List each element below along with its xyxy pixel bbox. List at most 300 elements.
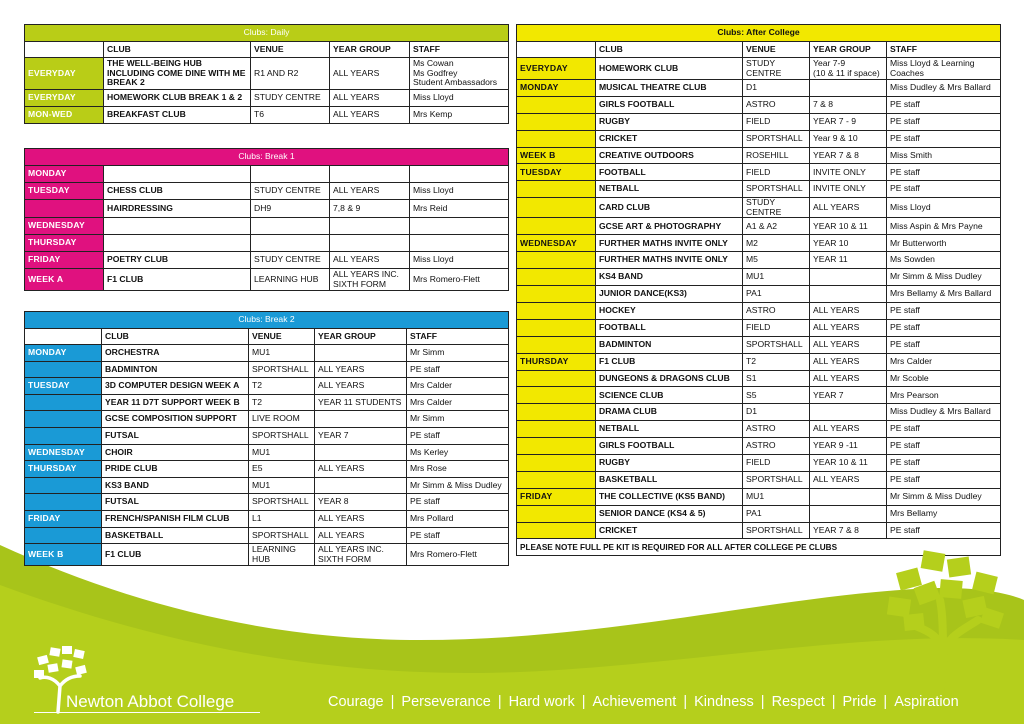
cell-staff: Mr Butterworth bbox=[887, 235, 1001, 252]
daily-rows bbox=[25, 58, 509, 124]
cell-year bbox=[810, 505, 887, 522]
cell-club: BADMINTON bbox=[596, 336, 743, 353]
cell-club: RUGBY bbox=[596, 113, 743, 130]
after-header-club: CLUB bbox=[596, 42, 743, 58]
cell-day: EVERYDAY bbox=[517, 58, 596, 80]
cell-day bbox=[25, 494, 102, 511]
value-separator: | bbox=[683, 694, 688, 710]
cell-venue: E5 bbox=[249, 461, 315, 478]
cell-year: ALL YEARS bbox=[315, 527, 407, 544]
daily-header-staff: STAFF bbox=[410, 42, 509, 58]
cell-staff: Mrs Calder bbox=[887, 353, 1001, 370]
cell-staff: PE staff bbox=[407, 427, 509, 444]
cell-year: ALL YEARS INC. SIXTH FORM bbox=[315, 544, 407, 566]
cell-venue: T6 bbox=[251, 107, 330, 124]
cell-staff: PE staff bbox=[407, 527, 509, 544]
cell-day: THURSDAY bbox=[517, 353, 596, 370]
table-row bbox=[25, 345, 509, 362]
cell-venue: L1 bbox=[249, 510, 315, 527]
cell-day: EVERYDAY bbox=[25, 90, 104, 107]
cell-club: HOMEWORK CLUB bbox=[596, 58, 743, 80]
value-achievement: Achievement bbox=[592, 694, 677, 710]
break2-title: Clubs: Break 2 bbox=[25, 312, 509, 329]
cell-club: FRENCH/SPANISH FILM CLUB bbox=[102, 510, 249, 527]
cell-staff: Ms Sowden bbox=[887, 252, 1001, 269]
cell-day bbox=[517, 370, 596, 387]
cell-year: ALL YEARS bbox=[810, 370, 887, 387]
break2-rows bbox=[25, 345, 509, 566]
college-name: Newton Abbot College bbox=[66, 692, 235, 711]
cell-club: F1 CLUB bbox=[102, 544, 249, 566]
cell-staff: Miss Smith bbox=[887, 147, 1001, 164]
cell-venue: A1 & A2 bbox=[743, 218, 810, 235]
cell-day bbox=[517, 130, 596, 147]
after-title: Clubs: After College bbox=[517, 25, 1001, 42]
cell-staff: PE staff bbox=[887, 130, 1001, 147]
cell-day: MON-WED bbox=[25, 107, 104, 124]
cell-year: YEAR 10 & 11 bbox=[810, 454, 887, 471]
cell-venue: SPORTSHALL bbox=[743, 522, 810, 539]
cell-club: GCSE ART & PHOTOGRAPHY bbox=[596, 218, 743, 235]
cell-day bbox=[25, 477, 102, 494]
table-row bbox=[517, 471, 1001, 488]
cell-day bbox=[517, 421, 596, 438]
table-row bbox=[517, 58, 1001, 80]
cell-venue: MU1 bbox=[249, 444, 315, 461]
cell-staff: Miss Lloyd bbox=[410, 251, 509, 268]
tree-graphic bbox=[878, 540, 1008, 700]
cell-venue: T2 bbox=[249, 394, 315, 411]
cell-club: POETRY CLUB bbox=[104, 251, 251, 268]
cell-day bbox=[517, 336, 596, 353]
cell-club: ORCHESTRA bbox=[102, 345, 249, 362]
cell-venue: ROSEHILL bbox=[743, 147, 810, 164]
cell-club: GIRLS FOOTBALL bbox=[596, 438, 743, 455]
table-row bbox=[25, 510, 509, 527]
cell-staff: Miss Dudley & Mrs Ballard bbox=[887, 80, 1001, 97]
table-row bbox=[25, 378, 509, 395]
cell-year: YEAR 7 & 8 bbox=[810, 147, 887, 164]
value-hard-work: Hard work bbox=[508, 694, 575, 710]
cell-club: GIRLS FOOTBALL bbox=[596, 96, 743, 113]
cell-staff: Mrs Pearson bbox=[887, 387, 1001, 404]
value-separator: | bbox=[831, 694, 836, 710]
cell-day: WEEK B bbox=[25, 544, 102, 566]
cell-staff: Mrs Pollard bbox=[407, 510, 509, 527]
cell-club: BASKETBALL bbox=[596, 471, 743, 488]
cell-venue: SPORTSHALL bbox=[743, 181, 810, 198]
cell-venue: SPORTSHALL bbox=[249, 361, 315, 378]
cell-venue: STUDY CENTRE bbox=[743, 58, 810, 80]
cell-staff: PE staff bbox=[887, 336, 1001, 353]
cell-day bbox=[517, 302, 596, 319]
cell-day bbox=[25, 361, 102, 378]
cell-year: YEAR 10 & 11 bbox=[810, 218, 887, 235]
cell-year bbox=[315, 444, 407, 461]
cell-day bbox=[25, 527, 102, 544]
cell-venue: PA1 bbox=[743, 505, 810, 522]
cell-day: TUESDAY bbox=[25, 378, 102, 395]
table-row bbox=[517, 353, 1001, 370]
cell-day: MONDAY bbox=[25, 166, 104, 183]
cell-year: YEAR 11 STUDENTS bbox=[315, 394, 407, 411]
cell-day bbox=[517, 181, 596, 198]
cell-venue: T2 bbox=[249, 378, 315, 395]
value-separator: | bbox=[883, 694, 888, 710]
cell-venue: T2 bbox=[743, 353, 810, 370]
cell-club: THE COLLECTIVE (KS5 BAND) bbox=[596, 488, 743, 505]
cell-year: ALL YEARS bbox=[810, 353, 887, 370]
cell-day: MONDAY bbox=[25, 345, 102, 362]
cell-venue bbox=[251, 217, 330, 234]
cell-club: FUTSAL bbox=[102, 494, 249, 511]
table-row bbox=[517, 218, 1001, 235]
cell-day bbox=[25, 427, 102, 444]
daily-header-blank bbox=[25, 42, 104, 58]
cell-club bbox=[104, 234, 251, 251]
value-separator: | bbox=[760, 694, 765, 710]
cell-venue: MU1 bbox=[743, 269, 810, 286]
cell-year: ALL YEARS bbox=[315, 361, 407, 378]
table-row bbox=[517, 370, 1001, 387]
cell-venue: FIELD bbox=[743, 164, 810, 181]
value-separator: | bbox=[581, 694, 586, 710]
table-row bbox=[25, 544, 509, 566]
cell-venue: R1 AND R2 bbox=[251, 58, 330, 90]
cell-venue: STUDY CENTRE bbox=[251, 90, 330, 107]
cell-club: CRICKET bbox=[596, 522, 743, 539]
cell-day bbox=[25, 411, 102, 428]
cell-club: FOOTBALL bbox=[596, 164, 743, 181]
cell-day: FRIDAY bbox=[25, 510, 102, 527]
cell-day bbox=[517, 319, 596, 336]
cell-day: TUESDAY bbox=[517, 164, 596, 181]
table-row bbox=[25, 234, 509, 251]
cell-club: FURTHER MATHS INVITE ONLY bbox=[596, 235, 743, 252]
cell-year: Year 9 & 10 bbox=[810, 130, 887, 147]
cell-club: BREAKFAST CLUB bbox=[104, 107, 251, 124]
after-header-staff: STAFF bbox=[887, 42, 1001, 58]
cell-year bbox=[810, 286, 887, 303]
cell-venue: D1 bbox=[743, 80, 810, 97]
cell-staff: Mrs Calder bbox=[407, 394, 509, 411]
table-row bbox=[517, 96, 1001, 113]
cell-year: 7,8 & 9 bbox=[330, 200, 410, 217]
cell-year: INVITE ONLY bbox=[810, 164, 887, 181]
value-kindness: Kindness bbox=[694, 694, 754, 710]
cell-year: ALL YEARS bbox=[330, 183, 410, 200]
table-row bbox=[517, 147, 1001, 164]
cell-year: YEAR 9 -11 bbox=[810, 438, 887, 455]
cell-year: ALL YEARS bbox=[330, 107, 410, 124]
table-row bbox=[25, 200, 509, 217]
cell-year: YEAR 7 bbox=[810, 387, 887, 404]
table-row bbox=[517, 269, 1001, 286]
cell-venue: STUDY CENTRE bbox=[251, 183, 330, 200]
table-row bbox=[517, 164, 1001, 181]
daily-header-club: CLUB bbox=[104, 42, 251, 58]
cell-day bbox=[517, 387, 596, 404]
cell-staff: Ms Cowan Ms Godfrey Student Ambassadors bbox=[410, 58, 509, 90]
cell-venue: LIVE ROOM bbox=[249, 411, 315, 428]
cell-staff: Mrs Romero-Flett bbox=[407, 544, 509, 566]
table-row bbox=[25, 444, 509, 461]
value-courage: Courage bbox=[328, 694, 384, 710]
cell-day: WEDNESDAY bbox=[25, 217, 104, 234]
after-header-venue: VENUE bbox=[743, 42, 810, 58]
table-row bbox=[517, 286, 1001, 303]
cell-staff: PE staff bbox=[887, 421, 1001, 438]
table-row bbox=[25, 394, 509, 411]
break2-clubs-table bbox=[24, 311, 508, 566]
cell-day: TUESDAY bbox=[25, 183, 104, 200]
cell-staff: Mrs Reid bbox=[410, 200, 509, 217]
cell-venue: D1 bbox=[743, 404, 810, 421]
cell-year: ALL YEARS bbox=[810, 471, 887, 488]
college-name-underline bbox=[34, 712, 260, 713]
daily-header-venue: VENUE bbox=[251, 42, 330, 58]
cell-staff: PE staff bbox=[887, 522, 1001, 539]
cell-day bbox=[25, 394, 102, 411]
break2-header-blank bbox=[25, 329, 102, 345]
break1-title: Clubs: Break 1 bbox=[25, 149, 509, 166]
cell-staff: Mr Simm bbox=[407, 411, 509, 428]
cell-club: KS4 BAND bbox=[596, 269, 743, 286]
cell-day: FRIDAY bbox=[25, 251, 104, 268]
cell-club: RUGBY bbox=[596, 454, 743, 471]
table-row bbox=[517, 198, 1001, 218]
cell-club: CHESS CLUB bbox=[104, 183, 251, 200]
table-row bbox=[25, 527, 509, 544]
after-college-clubs-table bbox=[516, 24, 1000, 556]
cell-day: WEEK B bbox=[517, 147, 596, 164]
after-header-year: YEAR GROUP bbox=[810, 42, 887, 58]
table-row bbox=[517, 252, 1001, 269]
cell-year bbox=[330, 234, 410, 251]
cell-venue: M2 bbox=[743, 235, 810, 252]
school-values bbox=[328, 694, 959, 710]
cell-day: EVERYDAY bbox=[25, 58, 104, 90]
cell-staff: Mr Simm bbox=[407, 345, 509, 362]
cell-staff: Mr Simm & Miss Dudley bbox=[887, 488, 1001, 505]
cell-club: KS3 BAND bbox=[102, 477, 249, 494]
cell-venue: LEARNING HUB bbox=[251, 269, 330, 291]
cell-day: THURSDAY bbox=[25, 461, 102, 478]
break2-header-staff: STAFF bbox=[407, 329, 509, 345]
table-row bbox=[517, 505, 1001, 522]
table-row bbox=[517, 130, 1001, 147]
table-row bbox=[517, 235, 1001, 252]
cell-staff bbox=[410, 217, 509, 234]
cell-year: ALL YEARS bbox=[315, 378, 407, 395]
cell-staff: Miss Aspin & Mrs Payne bbox=[887, 218, 1001, 235]
cell-year bbox=[810, 80, 887, 97]
cell-year bbox=[810, 488, 887, 505]
cell-year: YEAR 11 bbox=[810, 252, 887, 269]
table-row bbox=[25, 494, 509, 511]
cell-club: CHOIR bbox=[102, 444, 249, 461]
cell-club bbox=[104, 166, 251, 183]
table-row bbox=[25, 411, 509, 428]
pe-kit-note: PLEASE NOTE FULL PE KIT IS REQUIRED FOR ALL AFTER COLLEGE PE CLUBS bbox=[517, 539, 1001, 556]
cell-year: ALL YEARS INC. SIXTH FORM bbox=[330, 269, 410, 291]
cell-club: DUNGEONS & DRAGONS CLUB bbox=[596, 370, 743, 387]
value-pride: Pride bbox=[842, 694, 877, 710]
cell-staff: PE staff bbox=[407, 361, 509, 378]
cell-staff: PE staff bbox=[887, 438, 1001, 455]
cell-staff: Miss Lloyd bbox=[410, 90, 509, 107]
cell-day bbox=[517, 269, 596, 286]
table-row bbox=[25, 58, 509, 90]
cell-year bbox=[315, 411, 407, 428]
cell-year: ALL YEARS bbox=[810, 319, 887, 336]
cell-venue: SPORTSHALL bbox=[743, 471, 810, 488]
break2-header-venue: VENUE bbox=[249, 329, 315, 345]
cell-venue: S5 bbox=[743, 387, 810, 404]
daily-clubs-table bbox=[24, 24, 508, 124]
cell-club: GCSE COMPOSITION SUPPORT bbox=[102, 411, 249, 428]
cell-club: NETBALL bbox=[596, 421, 743, 438]
cell-venue bbox=[251, 234, 330, 251]
cell-year: ALL YEARS bbox=[810, 302, 887, 319]
break2-header-year: YEAR GROUP bbox=[315, 329, 407, 345]
cell-staff: Mrs Calder bbox=[407, 378, 509, 395]
break1-clubs-table bbox=[24, 148, 508, 291]
table-row bbox=[517, 336, 1001, 353]
table-row bbox=[25, 461, 509, 478]
table-row bbox=[517, 454, 1001, 471]
table-row bbox=[25, 166, 509, 183]
cell-day bbox=[517, 96, 596, 113]
cell-year: YEAR 7 bbox=[315, 427, 407, 444]
value-separator: | bbox=[497, 694, 502, 710]
cell-staff: PE staff bbox=[887, 302, 1001, 319]
cell-year: ALL YEARS bbox=[810, 336, 887, 353]
table-row bbox=[25, 251, 509, 268]
cell-day: WEEK A bbox=[25, 269, 104, 291]
cell-staff: Mr Simm & Miss Dudley bbox=[407, 477, 509, 494]
cell-year: ALL YEARS bbox=[810, 421, 887, 438]
cell-staff: Mrs Romero-Flett bbox=[410, 269, 509, 291]
cell-staff bbox=[410, 166, 509, 183]
cell-day bbox=[517, 522, 596, 539]
cell-club: MUSICAL THEATRE CLUB bbox=[596, 80, 743, 97]
cell-venue: SPORTSHALL bbox=[249, 427, 315, 444]
cell-day bbox=[517, 286, 596, 303]
table-row bbox=[517, 421, 1001, 438]
cell-club: DRAMA CLUB bbox=[596, 404, 743, 421]
cell-club: F1 CLUB bbox=[596, 353, 743, 370]
after-header-blank bbox=[517, 42, 596, 58]
break1-rows bbox=[25, 166, 509, 291]
cell-day: THURSDAY bbox=[25, 234, 104, 251]
cell-venue bbox=[251, 166, 330, 183]
daily-header-year: YEAR GROUP bbox=[330, 42, 410, 58]
cell-staff: PE staff bbox=[887, 454, 1001, 471]
cell-staff: PE staff bbox=[887, 113, 1001, 130]
cell-year: ALL YEARS bbox=[330, 58, 410, 90]
cell-year bbox=[810, 404, 887, 421]
cell-club: HOCKEY bbox=[596, 302, 743, 319]
cell-staff: Mr Scoble bbox=[887, 370, 1001, 387]
table-row bbox=[517, 438, 1001, 455]
cell-year bbox=[315, 477, 407, 494]
table-row bbox=[517, 387, 1001, 404]
cell-staff: Ms Kerley bbox=[407, 444, 509, 461]
table-row bbox=[25, 107, 509, 124]
cell-club: CREATIVE OUTDOORS bbox=[596, 147, 743, 164]
cell-club: BASKETBALL bbox=[102, 527, 249, 544]
table-row bbox=[517, 113, 1001, 130]
cell-year: YEAR 8 bbox=[315, 494, 407, 511]
cell-year: YEAR 7 & 8 bbox=[810, 522, 887, 539]
cell-day bbox=[517, 404, 596, 421]
cell-club: HAIRDRESSING bbox=[104, 200, 251, 217]
cell-staff bbox=[410, 234, 509, 251]
cell-venue: FIELD bbox=[743, 113, 810, 130]
cell-staff: Mrs Bellamy & Mrs Ballard bbox=[887, 286, 1001, 303]
cell-venue: PA1 bbox=[743, 286, 810, 303]
cell-year: ALL YEARS bbox=[810, 198, 887, 218]
cell-staff: PE staff bbox=[887, 319, 1001, 336]
table-row bbox=[25, 183, 509, 200]
cell-staff: Miss Lloyd bbox=[410, 183, 509, 200]
cell-club: FURTHER MATHS INVITE ONLY bbox=[596, 252, 743, 269]
value-aspiration: Aspiration bbox=[894, 694, 959, 710]
cell-club bbox=[104, 217, 251, 234]
cell-day bbox=[517, 438, 596, 455]
cell-staff: Mr Simm & Miss Dudley bbox=[887, 269, 1001, 286]
table-row bbox=[25, 477, 509, 494]
cell-club: SENIOR DANCE (KS4 & 5) bbox=[596, 505, 743, 522]
table-row bbox=[517, 80, 1001, 97]
table-row bbox=[25, 361, 509, 378]
cell-club: JUNIOR DANCE(KS3) bbox=[596, 286, 743, 303]
cell-day bbox=[25, 200, 104, 217]
cell-venue: ASTRO bbox=[743, 96, 810, 113]
cell-year bbox=[810, 269, 887, 286]
cell-staff: Miss Lloyd bbox=[887, 198, 1001, 218]
table-row bbox=[517, 181, 1001, 198]
cell-venue: SPORTSHALL bbox=[743, 130, 810, 147]
cell-club: SCIENCE CLUB bbox=[596, 387, 743, 404]
cell-venue: MU1 bbox=[743, 488, 810, 505]
cell-club: CRICKET bbox=[596, 130, 743, 147]
cell-venue: LEARNING HUB bbox=[249, 544, 315, 566]
after-rows bbox=[517, 58, 1001, 539]
table-row bbox=[517, 302, 1001, 319]
daily-title: Clubs: Daily bbox=[25, 25, 509, 42]
cell-day: MONDAY bbox=[517, 80, 596, 97]
cell-club: NETBALL bbox=[596, 181, 743, 198]
cell-staff: PE staff bbox=[887, 164, 1001, 181]
cell-day bbox=[517, 454, 596, 471]
cell-venue: S1 bbox=[743, 370, 810, 387]
cell-year: YEAR 10 bbox=[810, 235, 887, 252]
cell-club: 3D COMPUTER DESIGN WEEK A bbox=[102, 378, 249, 395]
table-row bbox=[517, 488, 1001, 505]
cell-year bbox=[330, 166, 410, 183]
cell-day bbox=[517, 113, 596, 130]
cell-venue: ASTRO bbox=[743, 302, 810, 319]
table-row bbox=[25, 269, 509, 291]
cell-staff: Mrs Rose bbox=[407, 461, 509, 478]
cell-club: CARD CLUB bbox=[596, 198, 743, 218]
table-row bbox=[25, 90, 509, 107]
cell-year: YEAR 7 - 9 bbox=[810, 113, 887, 130]
cell-day bbox=[517, 218, 596, 235]
cell-day: WEDNESDAY bbox=[25, 444, 102, 461]
